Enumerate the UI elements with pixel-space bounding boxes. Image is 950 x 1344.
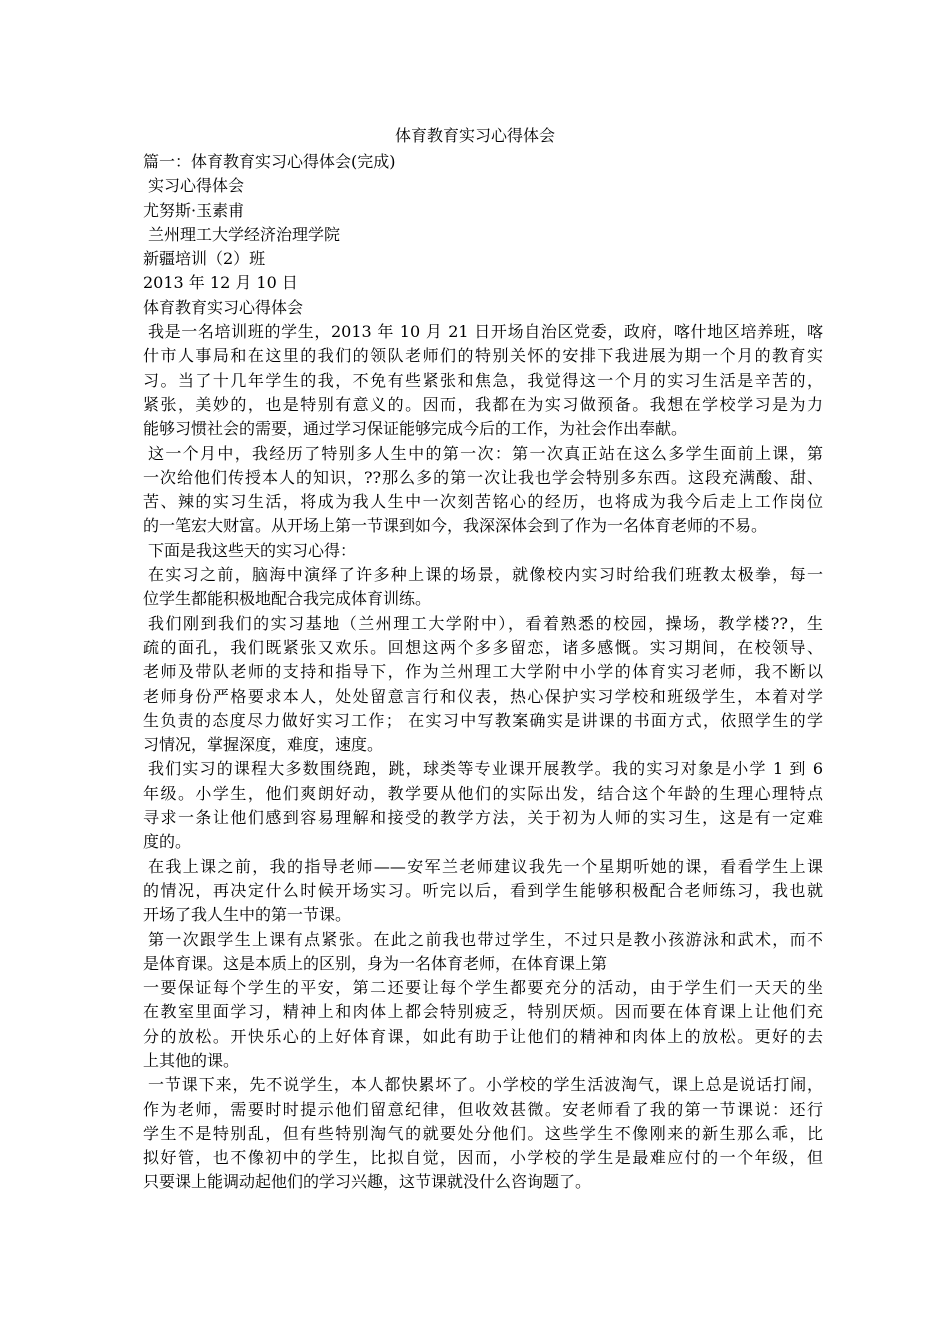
text-line: 下面是我这些天的实习心得： <box>148 540 357 560</box>
text-line: 一次给他们传授本人的知识，??那么多的第一次让我也学会特别多东西。这段充满酸、甜、 <box>143 467 823 487</box>
text-line: 分的放松。开快乐心的上好体育课，如此有助于让他们的精神和肉体上的放松。更好的去 <box>143 1026 823 1046</box>
text-line: 兰州理工大学经济治理学院 <box>148 224 341 244</box>
text-line: 是体育课。这是本质上的区别，身为一名体育老师，在体育课上第 <box>143 953 608 973</box>
text-line: 我们刚到我们的实习基地（兰州理工大学附中），看着熟悉的校园，操场，教学楼??，生 <box>148 613 823 633</box>
document-body <box>143 150 823 1195</box>
text-line: 第一次跟学生上课有点紧张。在此之前我也带过学生，不过只是教小孩游泳和武术，而不 <box>148 929 823 949</box>
text-line: 在实习之前，脑海中演绎了许多种上课的场景，就像校内实习时给我们班教太极拳，每一 <box>148 565 823 585</box>
document-title: 体育教育实习心得体会 <box>394 126 555 145</box>
text-line: 篇一：体育教育实习心得体会(完成) <box>143 152 396 171</box>
text-line: 生负责的态度尽力做好实习工作； 在实习中写教案确实是讲课的书面方式，依照学生的学 <box>143 710 823 730</box>
text-line: 寻求一条让他们感到容易理解和接受的教学方法，关于初为人师的实习生，这是有一定难 <box>143 808 823 828</box>
text-line: 拟好管，也不像初中的学生，比拟自觉，因而，小学校的学生是最难应付的一个年级，但 <box>143 1148 823 1168</box>
text-line: 上其他的课。 <box>143 1050 240 1070</box>
text-line: 在教室里面学习，精神上和肉体上都会特别疲乏，特别厌烦。因而要在体育课上让他们充 <box>143 1002 823 1022</box>
text-line: 年级。小学生，他们爽朗好动，教学要从他们的实际出发，结合这个年龄的生理心理特点 <box>143 783 823 803</box>
text-line: 习情况，掌握深度，难度，速度。 <box>143 735 384 755</box>
text-line: 苦、辣的实习生活，将成为我人生中一次刻苦铭心的经历，也将成为我今后走上工作岗位 <box>143 492 823 512</box>
text-line: 的情况，再决定什么时候开场实习。听完以后，看到学生能够积极配合老师练习，我也就 <box>143 880 823 900</box>
text-line: 习。当了十几年学生的我，不免有些紧张和焦急，我觉得这一个月的实习生活是辛苦的， <box>143 370 823 390</box>
text-line: 在我上课之前，我的指导老师——安军兰老师建议我先一个星期听她的课，看看学生上课 <box>148 856 823 876</box>
text-line: 疏的面孔，我们既紧张又欢乐。回想这两个多多留恋，诸多感慨。实习期间，在校领导、 <box>143 637 823 657</box>
text-line: 2013 年 12 月 10 日 <box>143 273 298 293</box>
text-line: 位学生都能积极地配合我完成体育训练。 <box>143 589 432 609</box>
text-line: 的一笔宏大财富。从开场上第一节课到如今，我深深体会到了作为一名体育老师的不易。 <box>143 516 768 536</box>
text-line: 紧张，美妙的，也是特别有意义的。因而，我都在为实习做预备。我想在学校学习是为力 <box>143 394 823 414</box>
text-line: 尤努斯·玉素甫 <box>143 200 245 220</box>
text-line: 一要保证每个学生的平安，第二还要让每个学生都要充分的活动，由于学生们一天天的坐 <box>143 978 823 998</box>
text-line: 老师身份严格要求本人，处处留意言行和仪表，热心保护实习学校和班级学生，本着对学 <box>143 686 823 706</box>
text-line: 度的。 <box>143 832 192 852</box>
text-line: 学生不是特别乱，但有些特别淘气的就要处分他们。这些学生不像刚来的新生那么乖，比 <box>143 1123 823 1143</box>
text-line: 只要课上能调动起他们的学习兴趣，这节课就没什么咨询题了。 <box>143 1172 592 1192</box>
text-line: 一节课下来，先不说学生，本人都快累坏了。小学校的学生活波淘气，课上总是说话打闹， <box>148 1075 823 1095</box>
text-line: 能够习惯社会的需要，通过学习保证能够完成今后的工作，为社会作出奉献。 <box>143 419 688 439</box>
text-line: 我是一名培训班的学生，2013 年 10 月 21 日开场自治区党委，政府，喀什地区培养班，喀 <box>148 322 823 342</box>
text-line: 作为老师，需要时时提示他们留意纪律，但收效甚微。安老师看了我的第一节课说：还行 <box>143 1099 823 1119</box>
text-line: 我们实习的课程大多数围绕跑，跳，球类等专业课开展教学。我的实习对象是小学 1 到 6 <box>148 759 823 779</box>
text-line: 开场了我人生中的第一节课。 <box>143 905 352 925</box>
text-line: 老师及带队老师的支持和指导下，作为兰州理工大学附中小学的体育实习老师，我不断以 <box>143 662 823 682</box>
text-line: 实习心得体会 <box>148 176 245 196</box>
text-line: 什市人事局和在这里的我们的领队老师们的特别关怀的安排下我进展为期一个月的教育实 <box>143 346 823 366</box>
text-line: 体育教育实习心得体会 <box>143 297 304 317</box>
text-line: 这一个月中，我经历了特别多人生中的第一次：第一次真正站在这么多学生面前上课，第 <box>148 443 823 463</box>
text-line: 新疆培训（2）班 <box>143 249 266 269</box>
